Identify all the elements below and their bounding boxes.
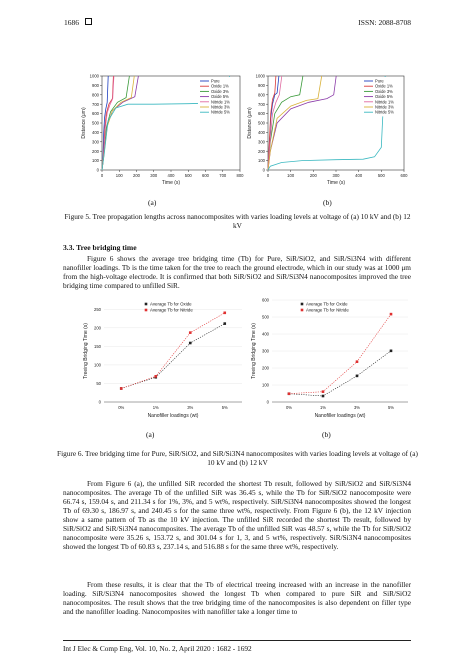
y-tick-label: 200 xyxy=(262,365,269,371)
y-tick-label: 100 xyxy=(258,158,265,164)
legend-swatch xyxy=(301,309,304,312)
legend-swatch xyxy=(145,309,148,312)
figure-5-caption: Figure 5. Tree propagation lengths across nanocomposites with varies loading levels at voltage of (a) 10 kV and (b) 12 kV xyxy=(64,212,411,230)
legend-swatch xyxy=(145,303,148,306)
x-tick-label: 200 xyxy=(309,173,317,178)
data-point xyxy=(120,387,123,390)
y-tick-label: 150 xyxy=(94,343,101,349)
series-line xyxy=(289,314,391,394)
data-point xyxy=(356,360,359,363)
x-tick-label: 500 xyxy=(184,173,192,178)
x-tick-label: 5% xyxy=(221,405,228,410)
figure-5a-label: (a) xyxy=(148,198,157,207)
data-point xyxy=(288,392,291,395)
figure-5b-chart xyxy=(246,60,414,192)
y-tick-label: 250 xyxy=(94,306,101,312)
data-point xyxy=(223,322,226,325)
x-tick-label: 200 xyxy=(133,173,140,178)
y-tick-label: 400 xyxy=(258,130,265,135)
series-line xyxy=(102,76,134,170)
y-tick-label: 600 xyxy=(92,111,99,117)
paragraph-text: Figure 6 shows the average tree bridging time (Tb) for Pure, SiR/SiO2, and SiR/Si3N4 with different nanofiller loadings. Tb is the time taken for the tree to reach the ground electrode, which in our study was at 1000 μm from the high-voltage electrode. It is confirmed that both SiR/SiO2 and SiR/Si3N4 nanocomposites improved the tree bridging time compared to unfilled SiR. xyxy=(63,254,411,291)
paragraph-intro xyxy=(63,254,411,290)
y-tick-label: 200 xyxy=(94,325,101,331)
x-tick-label: 5% xyxy=(387,405,395,410)
figure-6b-chart xyxy=(248,296,414,424)
legend-label: Oxide 5% xyxy=(211,94,229,100)
legend-label: Average Tb for Oxide xyxy=(150,301,192,307)
x-tick-label: 1% xyxy=(152,405,159,410)
y-tick-label: 500 xyxy=(258,120,265,126)
y-tick-label: 800 xyxy=(258,92,265,98)
page-number-text: 1686 xyxy=(64,18,79,27)
series-line xyxy=(268,76,336,170)
x-tick-label: 0% xyxy=(118,405,125,410)
x-axis-label: Time (s) xyxy=(161,180,181,186)
y-tick-label: 50 xyxy=(96,381,101,387)
series-line xyxy=(121,324,225,389)
x-axis-label: Time (s) xyxy=(326,180,346,186)
legend-label: Nitride 1% xyxy=(375,99,394,105)
y-tick-label: 1000 xyxy=(89,73,99,79)
y-tick-label: 500 xyxy=(262,314,269,320)
x-tick-label: 0 xyxy=(266,173,270,178)
x-tick-label: 0% xyxy=(285,405,293,410)
y-axis-label: Treeing Bridging Time (s) xyxy=(83,323,89,379)
data-point xyxy=(390,350,393,353)
x-axis-label: Nanofiller loadings (wt) xyxy=(314,413,366,419)
y-tick-label: 800 xyxy=(92,92,99,98)
data-point xyxy=(154,375,157,378)
x-tick-label: 300 xyxy=(332,173,340,178)
series-line xyxy=(268,76,303,170)
y-tick-label: 500 xyxy=(92,120,99,126)
data-point xyxy=(356,375,359,378)
x-tick-label: 3% xyxy=(353,405,361,410)
footer-text: Int J Elec & Comp Eng, Vol. 10, No. 2, April 2020 : 1682 - 1692 xyxy=(63,644,252,653)
y-tick-label: 0 xyxy=(96,167,99,173)
paragraph-text: From these results, it is clear that the Tb of electrical treeing increased with an increase in the nanofiller loading. SiR/Si3N4 nanocomposites showed the longest Tb when compared to pure SiR and SiR/SiO2 nanocomposites. The result shows that the tree bridging time of the nanocomposites is also dependent on filler type and the nanofiller loading. Nanocomposites with nanofiller take a longer time to xyxy=(63,580,411,617)
legend-label: Oxide 1% xyxy=(375,83,393,89)
footer-rule xyxy=(63,640,411,641)
y-tick-label: 0 xyxy=(262,167,265,173)
legend-label: Nitride 1% xyxy=(211,99,230,105)
legend-label: Pure xyxy=(211,78,220,84)
y-tick-label: 900 xyxy=(258,83,265,88)
x-tick-label: 400 xyxy=(355,173,363,178)
x-tick-label: 600 xyxy=(400,173,408,178)
legend-label: Nitride 5% xyxy=(211,109,230,115)
y-tick-label: 100 xyxy=(262,382,269,388)
y-tick-label: 200 xyxy=(258,148,265,154)
x-tick-label: 1% xyxy=(319,405,327,410)
legend-label: Average Tb for Oxide xyxy=(306,301,348,307)
y-axis-label: Distance (μm) xyxy=(247,107,253,139)
y-tick-label: 400 xyxy=(92,130,99,135)
y-tick-label: 700 xyxy=(258,101,265,107)
y-tick-label: 0 xyxy=(266,399,269,405)
figure-6a-chart xyxy=(80,296,248,424)
y-axis-label: Distance (μm) xyxy=(81,107,87,139)
y-tick-label: 1000 xyxy=(255,73,265,79)
figure-5a-chart xyxy=(80,60,250,192)
figure-6b-label: (b) xyxy=(322,430,331,439)
series-line xyxy=(268,76,322,170)
y-tick-label: 600 xyxy=(262,297,269,303)
x-axis-label: Nanofiller loadings (wt) xyxy=(147,413,199,419)
data-point xyxy=(322,395,325,398)
y-tick-label: 300 xyxy=(262,348,269,354)
y-tick-label: 900 xyxy=(92,83,99,88)
x-tick-label: 400 xyxy=(167,173,175,178)
section-title: 3.3. Tree bridging time xyxy=(63,243,137,252)
x-tick-label: 700 xyxy=(219,173,227,178)
figure-6-caption: Figure 6. Tree bridging time for Pure, SiR/SiO2, and SiR/Si3N4 nanocomposites with varies loading levels at voltage of (a) 10 kV and (b) 12 kV xyxy=(57,449,418,467)
legend-label: Average Tb for Nitride xyxy=(150,307,193,313)
issn: ISSN: 2088-8708 xyxy=(358,18,411,27)
data-point xyxy=(322,390,325,393)
y-tick-label: 700 xyxy=(92,101,99,107)
legend-label: Pure xyxy=(375,78,384,84)
legend-label: Nitride 5% xyxy=(375,109,394,115)
series-line xyxy=(121,313,225,389)
series-line xyxy=(289,351,391,396)
y-tick-label: 600 xyxy=(258,111,265,117)
paragraph-conclusion xyxy=(63,580,411,616)
data-point xyxy=(390,313,393,316)
x-tick-label: 600 xyxy=(202,173,209,178)
y-tick-label: 400 xyxy=(262,331,269,337)
x-tick-label: 100 xyxy=(115,173,123,178)
figure-6a-label: (a) xyxy=(146,430,155,439)
x-tick-label: 100 xyxy=(287,173,295,178)
x-tick-label: 3% xyxy=(187,405,194,410)
legend-label: Oxide 1% xyxy=(211,83,229,89)
legend-label: Oxide 5% xyxy=(375,94,393,100)
x-tick-label: 500 xyxy=(377,173,385,178)
x-tick-label: 800 xyxy=(236,173,244,178)
page-number xyxy=(64,18,92,27)
legend-label: Nitride 3% xyxy=(211,104,230,110)
legend-label: Nitride 3% xyxy=(375,104,394,110)
data-point xyxy=(189,331,192,334)
y-tick-label: 300 xyxy=(258,139,265,145)
x-tick-label: 300 xyxy=(150,173,158,178)
legend-swatch xyxy=(301,303,304,306)
y-axis-label: Treeing Bridging Time (s) xyxy=(251,323,257,379)
paragraph-text: From Figure 6 (a), the unfilled SiR recorded the shortest Tb result, followed by SiR/SiO2 and SiR/Si3N4 nanocomposites. The average Tb of the unfilled SiR was 36.45 s, while the Tb for SiR/SiO2 nanocomposite were 66.74 s, 159.04 s, and 211.34 s for 1%, 3%, and 5 wt%, respectively. SiR/Si3N4 nanocomposites showed the longest Tb of 69.30 s, 186.97 s, and 240.45 s for the same three wt%, respectively. From Figure 6 (b), the 12 kV injection show a same pattern of Tb as the 10 kV injection. The unfilled SiR recorded the shortest Tb result, followed by SiR/SiO2 and SiR/Si3N4 nanocomposites. The average Tb of the unfilled SiR was 48.57 s, while the Tb for SiR/SiO2 nanocomposite were 35.26 s, 153.72 s, and 301.04 s for 1, 3, and 5 wt%, respectively. SiR/Si3N4 nanocomposites showed the longest Tb of 60.83 s, 237.14 s, and 516.88 s for the same three wt%, respectively. xyxy=(63,479,411,552)
x-tick-label: 0 xyxy=(100,173,104,178)
data-point xyxy=(189,342,192,345)
paragraph-results xyxy=(63,479,411,551)
data-point xyxy=(223,312,226,315)
legend-label: Oxide 3% xyxy=(211,88,229,94)
y-tick-label: 100 xyxy=(94,362,101,368)
figure-5b-label: (b) xyxy=(323,198,332,207)
square-icon xyxy=(85,18,92,25)
y-tick-label: 300 xyxy=(92,139,99,145)
legend-label: Average Tb for Nitride xyxy=(306,307,349,313)
y-tick-label: 100 xyxy=(92,158,99,164)
legend-label: Oxide 3% xyxy=(375,88,393,94)
y-tick-label: 200 xyxy=(92,148,99,154)
y-tick-label: 0 xyxy=(98,399,101,405)
